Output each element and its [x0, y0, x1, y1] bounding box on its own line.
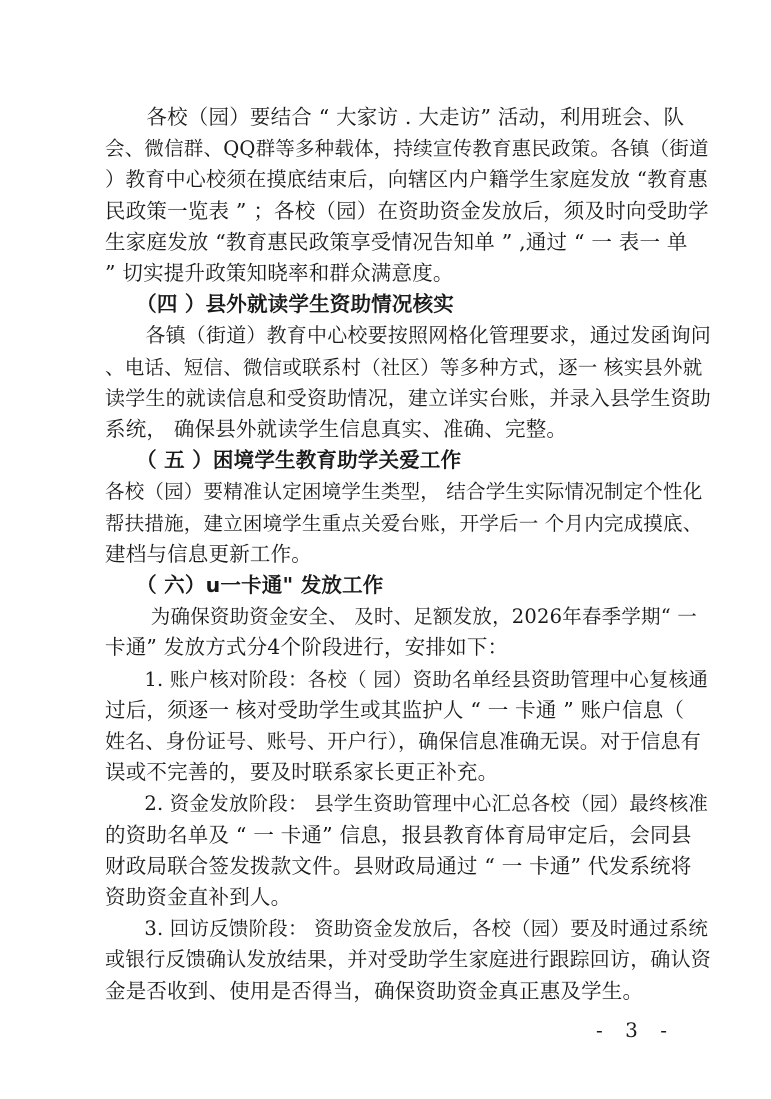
section-heading-4: （四 ）县外就读学生资助情况核实	[105, 292, 454, 317]
body-line: 财政局联合签发拨款文件。县财政局通过 “ 一 卡通” 代发系统将	[105, 853, 692, 878]
body-line: 、电话、短信、微信或联系村（社区）等多种方式，逐一 核实县外就	[105, 355, 703, 379]
body-line: 1. 账户核对阶段：各校（ 园）资助名单经县资助管理中心复核通	[105, 667, 709, 691]
body-line: 姓名、身份证号、账号、开户行），确保信息准确无误。对于信息有	[105, 729, 701, 753]
body-line: 或银行反馈确认发放结果，并对受助学生家庭进行跟踪回访，确认资	[105, 947, 711, 972]
body-line: 误或不完善的，要及时联系家长更正补充。	[105, 760, 499, 785]
body-line: 过后，须逐一 核对受助学生或其监护人 “ 一 卡通 ” 账户信息（	[105, 697, 685, 722]
section-heading-6: （ 六）u一卡通" 发放工作	[105, 573, 384, 597]
body-line: 建档与信息更新工作。	[105, 541, 312, 566]
body-line: 生家庭发放 “教育惠民政策享受情况告知单 ” ,通过 “ 一 表一 单	[105, 229, 688, 254]
body-line: 为确保资助资金安全、 及时、足额发放，2026年春季学期“ 一	[105, 605, 697, 629]
section-heading-5: （ 五 ）困境学生教育助学关爱工作	[105, 448, 462, 473]
body-line: ）教育中心校须在摸底结束后，向辖区内户籍学生家庭发放 “教育惠	[105, 167, 708, 192]
body-line: 各镇（街道）教育中心校要按照网格化管理要求，通过发函询问	[105, 323, 711, 348]
body-line: ” 切实提升政策知晓率和群众满意度。	[105, 261, 454, 285]
body-line: 卡通” 发放方式分4个阶段进行，安排如下：	[105, 635, 509, 660]
body-line: 2. 资金发放阶段： 县学生资助管理中心汇总各校（园）最终核准	[105, 792, 709, 816]
body-line: 会、微信群、QQ群等多种载体，持续宣传教育惠民政策。各镇（街道	[105, 137, 709, 161]
body-line: 各校（园）要精准认定困境学生类型， 结合学生实际情况制定个性化	[105, 480, 703, 504]
body-line: 读学生的就读信息和受资助情况，建立详实台账，并录入县学生资助	[105, 385, 711, 410]
page-number: - 3 -	[596, 1017, 675, 1042]
body-line: 3. 回访反馈阶段： 资助资金发放后，各校（园）要及时通过系统	[105, 917, 709, 941]
body-line: 金是否收到、使用是否得当，确保资助资金真正惠及学生。	[105, 978, 644, 1003]
body-line: 民政策一览表 ” ；各校（园）在资助资金发放后，须及时向受助学	[105, 198, 709, 223]
body-line: 系统， 确保县外就读学生信息真实、准确、完整。	[105, 417, 568, 441]
body-line: 资助资金直补到人。	[105, 885, 292, 909]
body-line: 的资助名单及 “ 一 卡通” 信息，报县教育体育局审定后，会同县	[105, 822, 692, 847]
body-line: 各校（园）要结合 “ 大家访 . 大走访” 活动，利用班会、队	[105, 105, 685, 129]
body-line: 帮扶措施，建立困境学生重点关爱台账，开学后一 个月内完成摸底、	[105, 511, 703, 535]
